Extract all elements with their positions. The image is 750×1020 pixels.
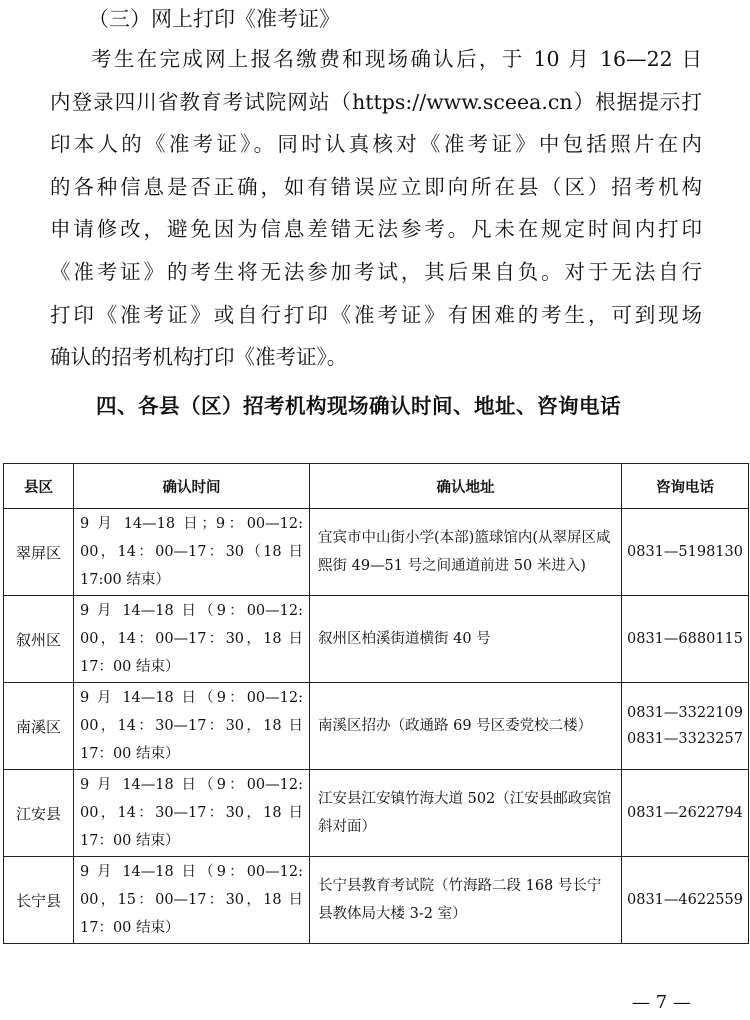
time-line: 9 月 14—18 日；9：00—12: bbox=[80, 516, 303, 532]
time-line: 17：00 结束） bbox=[80, 833, 180, 849]
paragraph-line: 《准考证》的考生将无法参加考试，其后果自负。对于无法自行 bbox=[50, 259, 702, 284]
time-line: 17：00 结束） bbox=[80, 746, 180, 762]
phone-cell bbox=[622, 596, 749, 683]
time-line: 00，14：30—17：30，18 日 bbox=[80, 718, 303, 734]
header-time: 确认时间 bbox=[74, 464, 310, 509]
paragraph-line: 的各种信息是否正确，如有错误应立即向所在县（区）招考机构 bbox=[50, 174, 702, 199]
page-number: — 7 — bbox=[632, 992, 691, 1013]
phone-cell bbox=[622, 857, 749, 944]
county-cell: 长宁县 bbox=[4, 857, 74, 944]
time-line: 17:00 结束） bbox=[80, 572, 170, 588]
paragraph-line: 申请修改，避免因为信息差错无法参考。凡未在规定时间内打印 bbox=[50, 217, 702, 242]
county-cell: 南溪区 bbox=[4, 683, 74, 770]
table-row bbox=[4, 857, 749, 944]
phone-number: 0831—6880115 bbox=[627, 631, 743, 647]
header-county: 县区 bbox=[4, 464, 74, 509]
phone-cell bbox=[622, 770, 749, 857]
phone-cell bbox=[622, 509, 749, 596]
paragraph-line: 印本人的《准考证》。同时认真核对《准考证》中包括照片在内 bbox=[50, 132, 702, 157]
section-heading: （三）网上打印《准考证》 bbox=[88, 7, 340, 31]
phone-number: 0831—3322109 bbox=[627, 705, 743, 721]
phone-number: 0831—5198130 bbox=[627, 544, 743, 560]
address-cell: 长宁县教育考试院（竹海路二段 168 号长宁县教体局大楼 3-2 室） bbox=[310, 857, 622, 944]
header-phone: 咨询电话 bbox=[622, 464, 749, 509]
confirmation-table bbox=[3, 463, 749, 944]
time-line: 00，14：00—17：30（18 日 bbox=[80, 544, 303, 560]
time-line: 00，14：00—17：30，18 日 bbox=[80, 631, 303, 647]
time-cell bbox=[74, 857, 310, 944]
time-cell bbox=[74, 509, 310, 596]
phone-number: 0831—2622794 bbox=[627, 805, 743, 821]
address-cell: 叙州区柏溪街道横街 40 号 bbox=[310, 596, 622, 683]
paragraph-line: 打印《准考证》或自行打印《准考证》有困难的考生，可到现场 bbox=[50, 302, 702, 327]
phone-cell bbox=[622, 683, 749, 770]
time-cell bbox=[74, 770, 310, 857]
address-cell: 宜宾市中山街小学(本部)篮球馆内(从翠屏区咸熙街 49—51 号之间通道前进 50 米进入) bbox=[310, 509, 622, 596]
instructions-paragraph bbox=[50, 38, 702, 379]
time-cell bbox=[74, 683, 310, 770]
phone-number: 0831—3323257 bbox=[627, 731, 743, 747]
paragraph-line: 确认的招考机构打印《准考证》。 bbox=[50, 345, 348, 370]
time-line: 9 月 14—18 日（9：00—12: bbox=[80, 777, 303, 793]
phone-number: 0831—4622559 bbox=[627, 892, 743, 908]
time-line: 17：00 结束） bbox=[80, 920, 180, 936]
time-cell bbox=[74, 596, 310, 683]
time-line: 9 月 14—18 日（9：00—12: bbox=[80, 690, 303, 706]
time-line: 9 月 14—18 日（9：00—12: bbox=[80, 864, 303, 880]
address-cell: 南溪区招办（政通路 69 号区委党校二楼） bbox=[310, 683, 622, 770]
header-address: 确认地址 bbox=[310, 464, 622, 509]
table-header-row bbox=[4, 464, 749, 509]
county-cell: 叙州区 bbox=[4, 596, 74, 683]
county-cell: 翠屏区 bbox=[4, 509, 74, 596]
time-line: 17：00 结束） bbox=[80, 659, 180, 675]
table-row bbox=[4, 683, 749, 770]
table-row bbox=[4, 596, 749, 683]
paragraph-line: 考生在完成网上报名缴费和现场确认后，于 10 月 16—22 日 bbox=[91, 47, 702, 71]
table-row bbox=[4, 770, 749, 857]
time-line: 00，15：00—17：30，18 日 bbox=[80, 892, 303, 908]
table-row bbox=[4, 509, 749, 596]
chapter-heading: 四、各县（区）招考机构现场确认时间、地址、咨询电话 bbox=[96, 394, 621, 418]
time-line: 9 月 14—18 日（9：00—12: bbox=[80, 603, 303, 619]
paragraph-line: 内登录四川省教育考试院网站（https://www.sceea.cn）根据提示打 bbox=[50, 89, 702, 114]
address-cell: 江安县江安镇竹海大道 502（江安县邮政宾馆斜对面） bbox=[310, 770, 622, 857]
time-line: 00，14：30—17：30，18 日 bbox=[80, 805, 303, 821]
county-cell: 江安县 bbox=[4, 770, 74, 857]
